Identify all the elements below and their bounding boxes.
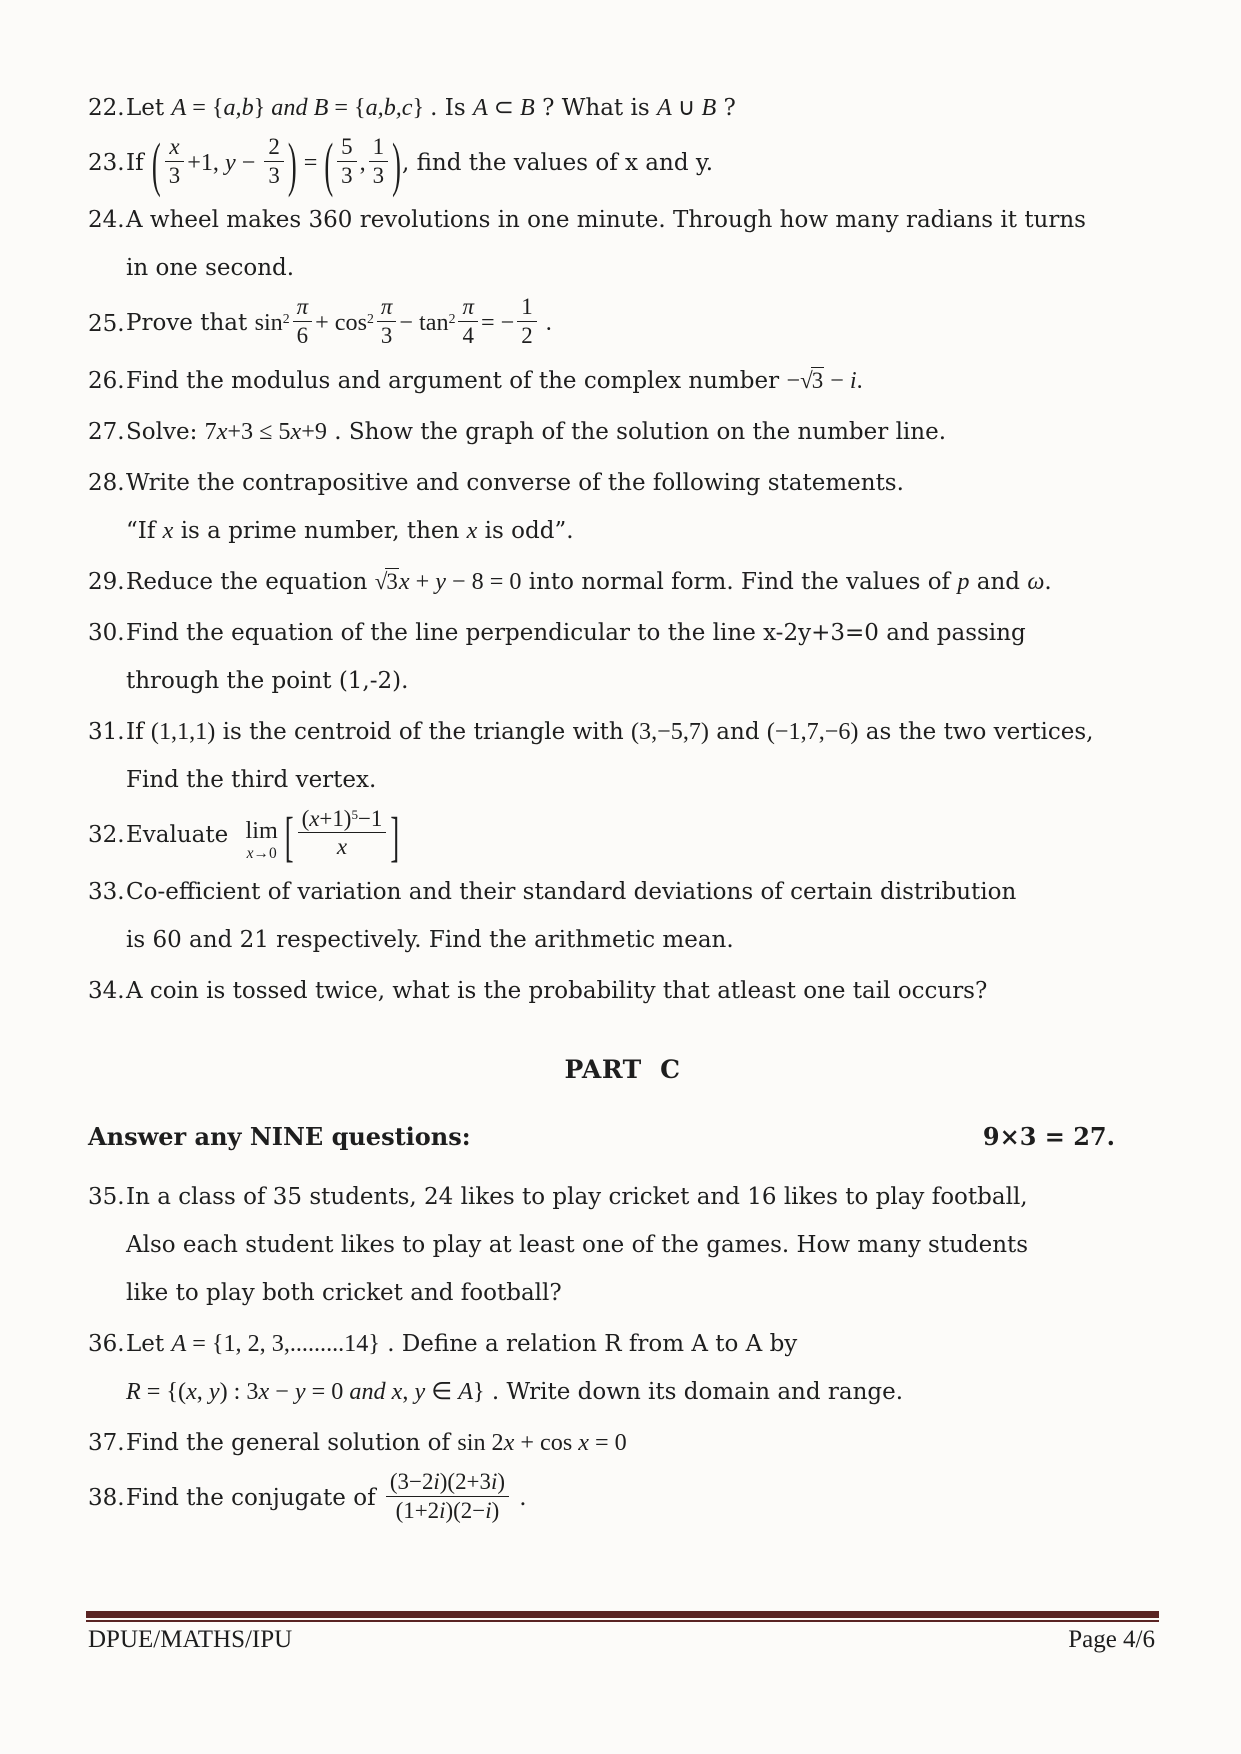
math-text: 2 bbox=[521, 323, 533, 349]
radical bbox=[800, 367, 824, 393]
body-text: . bbox=[511, 1485, 527, 1512]
body-text: . Define a relation R from A to A by bbox=[379, 1331, 798, 1358]
math-italic: i bbox=[433, 1469, 440, 1495]
math-text: 1 bbox=[372, 134, 385, 159]
denominator bbox=[386, 1497, 509, 1524]
numerator bbox=[377, 294, 397, 322]
question-body bbox=[126, 294, 1157, 351]
question-item bbox=[88, 461, 1157, 553]
math-text: } bbox=[253, 94, 272, 121]
body-text: ? What is bbox=[534, 95, 657, 121]
math-text: →0 bbox=[253, 844, 277, 862]
math-italic: π bbox=[296, 294, 309, 320]
math-text: . bbox=[856, 366, 863, 394]
math-italic: ω bbox=[1027, 567, 1045, 595]
fraction bbox=[458, 294, 478, 348]
question-line bbox=[126, 1322, 1157, 1366]
math-text: 3 bbox=[268, 162, 280, 188]
radicand: 3 bbox=[811, 367, 824, 393]
math-italic: x bbox=[309, 805, 320, 831]
math-text: − bbox=[269, 1378, 295, 1406]
math-text: , bbox=[402, 1378, 415, 1406]
question-body bbox=[126, 1175, 1157, 1315]
math-italic: and bbox=[349, 1378, 386, 1406]
radical-sign: √ bbox=[800, 367, 811, 393]
limit bbox=[245, 816, 278, 862]
question-item bbox=[88, 969, 1157, 1013]
math-text: = 0 bbox=[305, 1378, 350, 1406]
math-text: , bbox=[196, 1378, 209, 1406]
body-text: Find the general solution of bbox=[126, 1430, 458, 1457]
part-c-instruction-row bbox=[88, 1122, 1157, 1151]
question-line bbox=[126, 758, 1157, 802]
math-text: − bbox=[235, 149, 262, 177]
question-line bbox=[126, 1469, 1157, 1526]
superscript: 2 bbox=[448, 310, 456, 326]
footer-rule-thick-line bbox=[86, 1611, 1159, 1618]
math-italic: x bbox=[391, 1378, 403, 1406]
fraction bbox=[293, 294, 313, 348]
question-item bbox=[88, 1469, 1157, 1526]
math-text: − bbox=[786, 366, 801, 394]
body-text: Also each student likes to play at least one of the games. How many students bbox=[126, 1232, 1029, 1259]
footer-page-number: Page 4/6 bbox=[1068, 1626, 1155, 1653]
question-item bbox=[88, 294, 1157, 351]
math-text: − tan bbox=[399, 309, 449, 337]
math-italic: i bbox=[490, 1469, 498, 1495]
big-delimiter: ( bbox=[324, 129, 334, 199]
question-line bbox=[126, 359, 1157, 403]
numerator bbox=[337, 134, 356, 162]
question-line bbox=[126, 461, 1157, 505]
body-text: Let bbox=[126, 95, 172, 121]
body-text: and bbox=[708, 718, 767, 745]
math-italic: i bbox=[439, 1497, 446, 1523]
question-line bbox=[126, 1370, 1157, 1414]
question-line bbox=[126, 560, 1157, 604]
question-item bbox=[88, 1421, 1157, 1465]
body-text: through the point (1,-2). bbox=[126, 667, 409, 694]
body-text: as the two vertices, bbox=[858, 718, 1094, 745]
math-text: − 8 = 0 bbox=[445, 567, 522, 595]
math-italic: x bbox=[186, 1378, 197, 1406]
math-italic: A bbox=[171, 1330, 187, 1358]
question-body bbox=[126, 1322, 1157, 1414]
question-body bbox=[126, 804, 1157, 868]
page-footer bbox=[88, 1626, 1155, 1654]
fraction bbox=[264, 134, 283, 188]
limit-under bbox=[247, 846, 277, 862]
superscript: 2 bbox=[367, 310, 374, 326]
body-text: Evaluate bbox=[126, 821, 236, 848]
math-text: = {1, 2, 3,.........14} bbox=[186, 1330, 380, 1358]
question-number: 28. bbox=[88, 469, 125, 496]
math-text: lim bbox=[245, 816, 278, 844]
math-text: 6 bbox=[296, 323, 309, 349]
math-text: = 0 bbox=[588, 1429, 627, 1457]
question-line bbox=[126, 1271, 1157, 1315]
body-text: Write the contrapositive and converse of the following statements. bbox=[126, 469, 904, 496]
fraction bbox=[165, 134, 184, 188]
math-text: 3 bbox=[168, 162, 181, 188]
question-number: 27. bbox=[88, 418, 125, 445]
body-text: A wheel makes 360 revolutions in one minute. Through how many radians it turns bbox=[126, 207, 1086, 234]
radicand: 3 bbox=[386, 568, 398, 594]
radical-sign: √ bbox=[374, 568, 386, 594]
math-italic: π bbox=[462, 294, 474, 320]
body-text: If bbox=[126, 718, 151, 745]
math-italic: x bbox=[336, 834, 348, 860]
fraction bbox=[298, 806, 387, 860]
math-text: ∈ bbox=[425, 1378, 459, 1406]
question-body bbox=[126, 560, 1157, 604]
math-text: (3,−5,7) bbox=[631, 717, 709, 745]
body-text: is a prime number, then bbox=[173, 517, 467, 544]
numerator bbox=[458, 294, 478, 322]
math-text: ) : 3 bbox=[219, 1378, 259, 1406]
math-text: 3 bbox=[380, 323, 393, 349]
part-c-question-list bbox=[88, 1175, 1157, 1526]
math-italic: x bbox=[216, 417, 228, 445]
body-text: A coin is tossed twice, what is the probability that atleast one tail occurs? bbox=[126, 978, 988, 1005]
question-item bbox=[88, 359, 1157, 403]
math-text: (−1,7,−6) bbox=[766, 717, 859, 745]
math-italic: x bbox=[162, 516, 174, 544]
question-number: 25. bbox=[88, 310, 125, 337]
big-delimiter: ) bbox=[287, 129, 297, 199]
body-text: . Is bbox=[430, 95, 473, 121]
math-italic: y bbox=[224, 149, 236, 177]
body-text: . bbox=[1044, 568, 1052, 595]
math-italic: x bbox=[578, 1429, 589, 1457]
math-text: −1 bbox=[358, 805, 383, 831]
math-italic: x bbox=[258, 1378, 270, 1406]
math-text: − bbox=[824, 366, 850, 394]
question-number: 32. bbox=[88, 821, 125, 848]
math-italic: a,b bbox=[223, 94, 254, 121]
body-text: If bbox=[126, 150, 151, 177]
math-text: +9 bbox=[301, 417, 327, 445]
question-item bbox=[88, 611, 1157, 703]
math-text: +1) bbox=[319, 805, 352, 831]
math-text: ∪ bbox=[671, 94, 702, 121]
body-text: into normal form. Find the values of bbox=[521, 568, 958, 595]
question-number: 34. bbox=[88, 978, 125, 1005]
radical bbox=[375, 568, 399, 594]
denominator bbox=[165, 162, 184, 189]
question-number: 35. bbox=[88, 1184, 125, 1211]
question-item bbox=[88, 1322, 1157, 1414]
question-body bbox=[126, 86, 1157, 130]
math-italic: x bbox=[169, 134, 180, 159]
limit-main bbox=[245, 816, 278, 844]
question-body bbox=[126, 1421, 1157, 1465]
question-line bbox=[126, 804, 1157, 868]
body-text: Reduce the equation bbox=[126, 568, 375, 595]
math-italic: x bbox=[290, 417, 302, 445]
math-text: +1, bbox=[187, 149, 225, 177]
body-text: is 60 and 21 respectively. Find the arithmetic mean. bbox=[126, 927, 734, 954]
math-italic: y bbox=[208, 1378, 220, 1406]
question-number: 37. bbox=[88, 1430, 125, 1457]
denominator bbox=[369, 162, 388, 189]
question-body bbox=[126, 1469, 1157, 1526]
math-text: )(2+3 bbox=[439, 1469, 491, 1495]
math-text: = − bbox=[480, 309, 515, 337]
body-text: Co-efficient of variation and their standard deviations of certain distribution bbox=[126, 879, 1017, 906]
superscript: 5 bbox=[351, 806, 358, 822]
question-number: 29. bbox=[88, 568, 125, 595]
math-italic: y bbox=[414, 1378, 426, 1406]
question-number: 33. bbox=[88, 879, 125, 906]
question-number: 22. bbox=[88, 95, 125, 121]
superscript: 2 bbox=[282, 310, 290, 326]
question-body bbox=[126, 461, 1157, 553]
math-text: } bbox=[473, 1378, 485, 1406]
math-text: 3 bbox=[341, 162, 353, 188]
math-text: 7 bbox=[204, 417, 217, 445]
question-body bbox=[126, 870, 1157, 962]
body-text: is odd”. bbox=[477, 517, 574, 544]
question-line bbox=[126, 710, 1157, 754]
question-body bbox=[126, 129, 1157, 199]
math-text: + cos bbox=[514, 1429, 579, 1457]
math-text: , bbox=[359, 149, 366, 177]
denominator bbox=[264, 162, 283, 189]
question-number: 30. bbox=[88, 619, 125, 646]
body-text: is the centroid of the triangle with bbox=[215, 718, 631, 745]
question-item bbox=[88, 710, 1157, 802]
question-body bbox=[126, 969, 1157, 1013]
math-text: sin bbox=[254, 309, 283, 337]
question-item bbox=[88, 870, 1157, 962]
math-text: = {( bbox=[140, 1378, 187, 1406]
math-italic: i bbox=[485, 1497, 492, 1523]
question-body bbox=[126, 410, 1157, 454]
question-item bbox=[88, 410, 1157, 454]
math-text: = { bbox=[186, 94, 224, 121]
math-text: (1+2 bbox=[395, 1497, 440, 1523]
question-line bbox=[126, 1421, 1157, 1465]
math-italic: A bbox=[171, 94, 187, 121]
math-text: . bbox=[539, 309, 552, 337]
math-text: ( bbox=[301, 805, 310, 831]
question-line bbox=[126, 294, 1157, 351]
fraction bbox=[386, 1469, 509, 1523]
math-text: + bbox=[409, 567, 436, 595]
body-text: Let bbox=[126, 1331, 172, 1358]
numerator bbox=[165, 134, 184, 162]
math-text: 1 bbox=[521, 294, 533, 320]
numerator bbox=[264, 134, 283, 162]
body-text: like to play both cricket and football? bbox=[126, 1280, 562, 1307]
body-text: Solve: bbox=[126, 418, 205, 445]
math-italic: B bbox=[520, 94, 535, 121]
math-italic: B bbox=[701, 94, 717, 121]
question-item bbox=[88, 198, 1157, 290]
footer-rule bbox=[86, 1611, 1159, 1622]
question-item bbox=[88, 129, 1157, 199]
math-italic: B bbox=[313, 94, 329, 121]
footer-doc-code: DPUE/MATHS/IPU bbox=[88, 1626, 293, 1653]
question-line bbox=[126, 969, 1157, 1013]
instruction-text: Answer any NINE questions: bbox=[88, 1122, 471, 1152]
fraction bbox=[369, 134, 388, 188]
question-number: 38. bbox=[88, 1485, 125, 1512]
math-italic: i bbox=[849, 366, 857, 394]
fraction bbox=[517, 294, 536, 348]
question-number: 24. bbox=[88, 207, 125, 234]
question-item bbox=[88, 1175, 1157, 1315]
big-delimiter: ] bbox=[390, 804, 400, 868]
math-italic: a,b,c bbox=[365, 94, 413, 121]
math-italic: y bbox=[435, 567, 446, 595]
math-italic: x bbox=[398, 567, 410, 595]
question-line bbox=[126, 1175, 1157, 1219]
question-number: 31. bbox=[88, 718, 125, 745]
question-item bbox=[88, 560, 1157, 604]
math-italic: p bbox=[957, 567, 970, 595]
big-delimiter: [ bbox=[284, 804, 294, 868]
question-body bbox=[126, 359, 1157, 403]
body-text: “If bbox=[126, 517, 163, 544]
question-line bbox=[126, 659, 1157, 703]
part-c-heading: PART C bbox=[564, 1055, 681, 1085]
question-line bbox=[126, 918, 1157, 962]
math-italic: A bbox=[472, 94, 488, 121]
denominator bbox=[458, 322, 478, 349]
body-text: Find the equation of the line perpendicular to the line x-2y+3=0 and passing bbox=[126, 619, 1026, 646]
math-italic: y bbox=[294, 1378, 306, 1406]
denominator bbox=[517, 322, 536, 349]
question-line bbox=[126, 198, 1157, 242]
math-text: } bbox=[412, 94, 431, 121]
marks-text: 9×3 = 27. bbox=[982, 1122, 1115, 1152]
question-line bbox=[126, 1223, 1157, 1267]
math-italic: A bbox=[458, 1378, 474, 1406]
body-text: , find the values of x and y. bbox=[401, 150, 714, 177]
question-body bbox=[126, 710, 1157, 802]
body-text: . Show the graph of the solution on the number line. bbox=[326, 418, 947, 445]
body-text: ? bbox=[716, 95, 736, 121]
question-number: 36. bbox=[88, 1331, 125, 1358]
question-line bbox=[126, 509, 1157, 553]
body-text: Prove that bbox=[126, 310, 255, 337]
denominator bbox=[293, 322, 313, 349]
question-line bbox=[126, 246, 1157, 290]
math-text: +3 ≤ 5 bbox=[227, 417, 291, 445]
math-italic: π bbox=[380, 294, 393, 320]
math-text: (3−2 bbox=[389, 1469, 434, 1495]
math-text: (1,1,1) bbox=[150, 717, 216, 745]
numerator bbox=[369, 134, 388, 162]
body-text: In a class of 35 students, 24 likes to play cricket and 16 likes to play football, bbox=[126, 1184, 1028, 1211]
question-line bbox=[126, 86, 1157, 130]
question-body bbox=[126, 198, 1157, 290]
big-delimiter: ( bbox=[151, 129, 161, 199]
denominator bbox=[337, 162, 356, 189]
numerator bbox=[517, 294, 536, 322]
fraction bbox=[337, 134, 356, 188]
question-line bbox=[126, 870, 1157, 914]
math-text: ) bbox=[497, 1469, 505, 1495]
math-text: ) bbox=[491, 1497, 500, 1523]
math-italic: x bbox=[466, 516, 478, 544]
math-text: 3 bbox=[372, 162, 385, 188]
math-text: + cos bbox=[315, 309, 367, 337]
big-delimiter: ) bbox=[392, 129, 401, 199]
body-text: and bbox=[969, 568, 1028, 595]
question-line bbox=[126, 129, 1157, 199]
numerator bbox=[298, 806, 387, 834]
part-b-question-list bbox=[88, 86, 1157, 1013]
body-text: Find the third vertex. bbox=[126, 766, 377, 793]
math-text: 2 bbox=[268, 134, 280, 159]
math-text: sin 2 bbox=[457, 1429, 504, 1457]
question-line bbox=[126, 410, 1157, 454]
math-text: 5 bbox=[341, 134, 353, 159]
math-italic: x bbox=[503, 1429, 515, 1457]
question-item bbox=[88, 804, 1157, 868]
math-italic: R bbox=[126, 1378, 141, 1406]
math-text: ⊂ bbox=[487, 94, 521, 121]
math-italic: and bbox=[271, 94, 308, 121]
body-text: . Write down its domain and range. bbox=[484, 1379, 904, 1406]
math-text: = { bbox=[328, 94, 366, 121]
numerator bbox=[293, 294, 313, 322]
math-text: 4 bbox=[462, 323, 474, 349]
question-line bbox=[126, 611, 1157, 655]
denominator bbox=[377, 322, 397, 349]
question-item bbox=[88, 86, 1157, 130]
question-body bbox=[126, 611, 1157, 703]
denominator bbox=[298, 833, 387, 860]
numerator bbox=[386, 1469, 509, 1497]
body-text: Find the conjugate of bbox=[126, 1485, 383, 1512]
question-number: 23. bbox=[88, 150, 125, 177]
math-italic: A bbox=[656, 94, 672, 121]
page-content bbox=[88, 86, 1157, 1534]
math-italic: x bbox=[246, 844, 254, 862]
footer-rule-thin-line bbox=[86, 1620, 1159, 1622]
question-number: 26. bbox=[88, 367, 125, 394]
body-text: Find the modulus and argument of the complex number bbox=[126, 367, 787, 394]
math-text: = bbox=[297, 149, 324, 177]
body-text: in one second. bbox=[126, 255, 295, 282]
math-text: )(2− bbox=[445, 1497, 486, 1523]
fraction bbox=[377, 294, 397, 348]
